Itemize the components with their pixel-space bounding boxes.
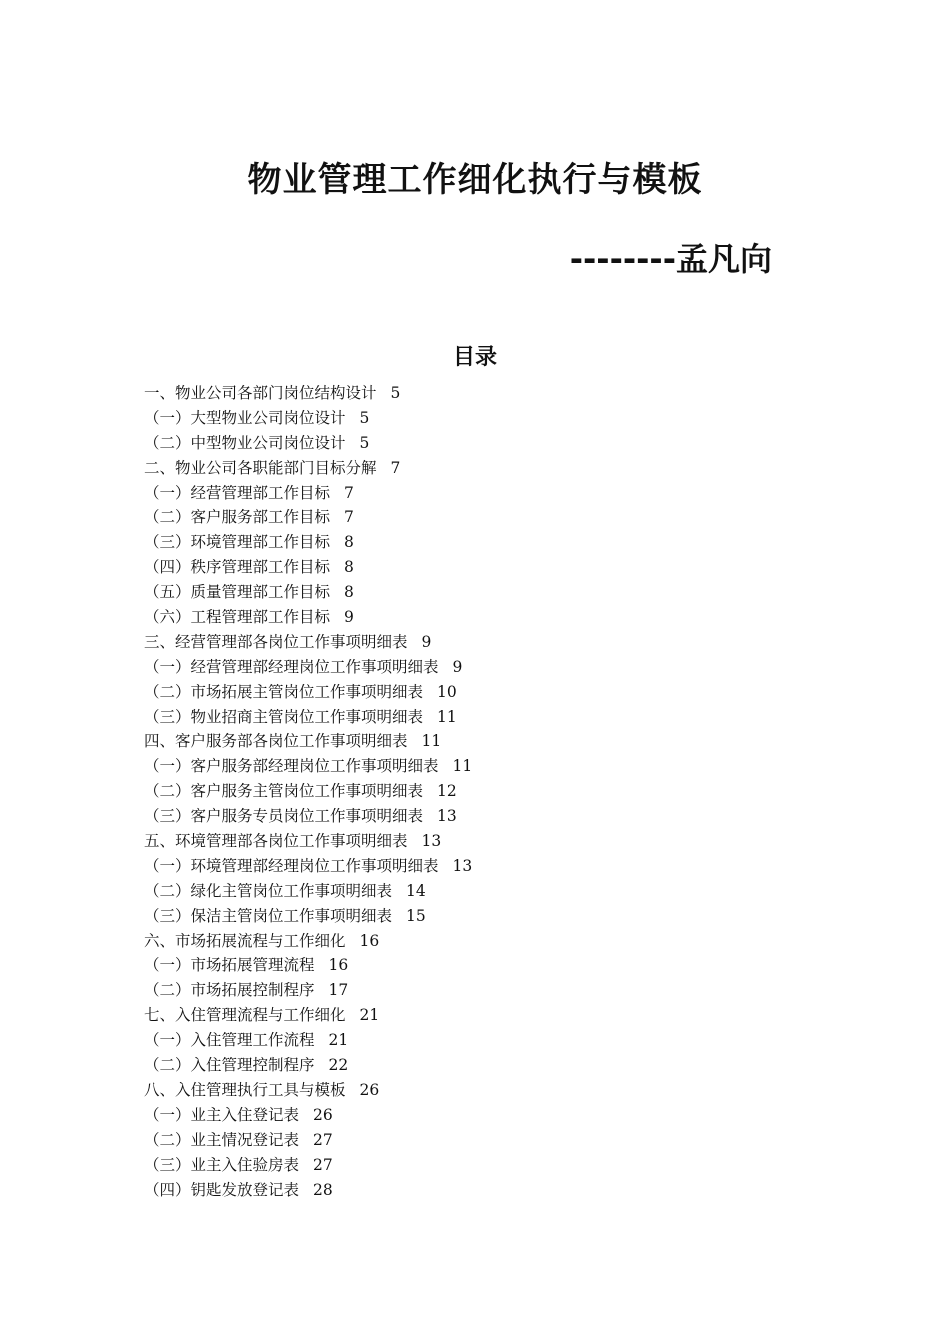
toc-entry-text: （二）客户服务主管岗位工作事项明细表 <box>144 782 424 801</box>
toc-entry-text: （二）入住管理控制程序 <box>144 1056 315 1075</box>
toc-entry-page: 8 <box>344 583 354 602</box>
toc-entry[interactable] <box>144 854 844 879</box>
toc-entry[interactable] <box>144 406 844 431</box>
toc-entry-text: （二）客户服务部工作目标 <box>144 508 331 527</box>
toc-entry[interactable] <box>144 1178 844 1203</box>
table-of-contents <box>144 381 844 1202</box>
toc-entry[interactable] <box>144 754 844 779</box>
toc-entry-text: 五、环境管理部各岗位工作事项明细表 <box>144 832 408 851</box>
toc-entry-page: 5 <box>359 433 370 452</box>
toc-entry-text: （六）工程管理部工作目标 <box>144 608 331 627</box>
toc-entry-page: 9 <box>452 657 463 676</box>
toc-entry-text: 三、经营管理部各岗位工作事项明细表 <box>144 632 408 651</box>
toc-entry-page: 11 <box>437 707 457 726</box>
toc-entry[interactable] <box>144 1053 844 1078</box>
toc-entry-text: （一）经营管理部工作目标 <box>144 483 331 502</box>
toc-entry-page: 13 <box>421 832 442 851</box>
toc-entry-page: 15 <box>406 906 426 925</box>
toc-entry-page: 5 <box>359 408 370 427</box>
toc-entry-page: 22 <box>328 1056 349 1075</box>
toc-entry[interactable] <box>144 1153 844 1178</box>
toc-entry-text: （三）客户服务专员岗位工作事项明细表 <box>144 807 424 826</box>
toc-entry-text: （一）业主入住登记表 <box>144 1105 300 1124</box>
toc-entry[interactable] <box>144 1128 844 1153</box>
toc-entry-page: 27 <box>313 1155 333 1174</box>
toc-entry-page: 9 <box>344 608 354 627</box>
toc-entry[interactable] <box>144 1028 844 1053</box>
toc-entry[interactable] <box>144 530 844 555</box>
toc-entry-text: （二）市场拓展控制程序 <box>144 981 315 1000</box>
toc-entry[interactable] <box>144 456 844 481</box>
toc-entry[interactable] <box>144 953 844 978</box>
toc-entry[interactable] <box>144 705 844 730</box>
toc-entry-text: 七、入住管理流程与工作细化 <box>144 1006 346 1025</box>
toc-entry-page: 27 <box>313 1130 333 1149</box>
toc-entry[interactable] <box>144 655 844 680</box>
toc-entry-page: 8 <box>344 558 354 577</box>
toc-entry-page: 13 <box>452 856 473 875</box>
toc-entry[interactable] <box>144 381 844 406</box>
toc-entry[interactable] <box>144 779 844 804</box>
toc-entry-text: （二）市场拓展主管岗位工作事项明细表 <box>144 682 424 701</box>
toc-entry[interactable] <box>144 680 844 705</box>
toc-entry-page: 26 <box>313 1105 333 1124</box>
toc-entry-page: 7 <box>390 458 401 477</box>
toc-entry-page: 16 <box>328 956 349 975</box>
toc-entry-text: （三）环境管理部工作目标 <box>144 533 331 552</box>
toc-entry-text: 八、入住管理执行工具与模板 <box>144 1080 346 1099</box>
toc-entry[interactable] <box>144 929 844 954</box>
toc-entry[interactable] <box>144 879 844 904</box>
toc-entry-page: 13 <box>437 807 457 826</box>
toc-entry[interactable] <box>144 829 844 854</box>
toc-entry-page: 16 <box>359 931 380 950</box>
author-line: --------孟凡向 <box>569 240 772 278</box>
toc-entry-page: 5 <box>390 384 401 402</box>
toc-entry-text: （一）客户服务部经理岗位工作事项明细表 <box>144 757 439 776</box>
toc-entry-text: （三）业主入住验房表 <box>144 1155 300 1174</box>
toc-entry-text: 四、客户服务部各岗位工作事项明细表 <box>144 732 408 751</box>
toc-entry-page: 7 <box>344 483 354 502</box>
toc-entry-text: （一）市场拓展管理流程 <box>144 956 315 975</box>
toc-entry-page: 21 <box>359 1006 380 1025</box>
toc-entry-page: 10 <box>437 682 457 701</box>
toc-entry[interactable] <box>144 978 844 1003</box>
toc-entry[interactable] <box>144 580 844 605</box>
toc-entry-text: （二）绿化主管岗位工作事项明细表 <box>144 881 393 900</box>
toc-entry-text: （一）大型物业公司岗位设计 <box>144 408 346 427</box>
toc-entry-text: 二、物业公司各职能部门目标分解 <box>144 458 377 477</box>
toc-entry-page: 21 <box>328 1031 349 1050</box>
toc-entry-page: 11 <box>452 757 473 776</box>
toc-entry-text: （一）环境管理部经理岗位工作事项明细表 <box>144 856 439 875</box>
toc-entry-text: （四）秩序管理部工作目标 <box>144 558 331 577</box>
toc-entry[interactable] <box>144 605 844 630</box>
toc-entry[interactable] <box>144 431 844 456</box>
toc-entry-page: 11 <box>421 732 442 751</box>
toc-entry-page: 26 <box>359 1080 380 1099</box>
toc-entry[interactable] <box>144 505 844 530</box>
toc-entry[interactable] <box>144 630 844 655</box>
toc-entry-text: （二）业主情况登记表 <box>144 1130 300 1149</box>
toc-entry-text: 一、物业公司各部门岗位结构设计 <box>144 384 377 402</box>
toc-entry[interactable] <box>144 1003 844 1028</box>
toc-entry[interactable] <box>144 729 844 754</box>
toc-entry-page: 14 <box>406 881 426 900</box>
toc-entry[interactable] <box>144 555 844 580</box>
toc-entry[interactable] <box>144 481 844 506</box>
toc-heading: 目录 <box>452 344 497 370</box>
toc-entry-page: 12 <box>437 782 457 801</box>
toc-entry-text: （三）保洁主管岗位工作事项明细表 <box>144 906 393 925</box>
toc-entry-text: 六、市场拓展流程与工作细化 <box>144 931 346 950</box>
toc-entry[interactable] <box>144 1103 844 1128</box>
toc-entry-page: 28 <box>313 1180 333 1199</box>
toc-entry-page: 7 <box>344 508 354 527</box>
toc-entry-page: 8 <box>344 533 354 552</box>
toc-entry-text: （四）钥匙发放登记表 <box>144 1180 300 1199</box>
toc-entry-text: （五）质量管理部工作目标 <box>144 583 331 602</box>
toc-entry[interactable] <box>144 904 844 929</box>
toc-entry[interactable] <box>144 804 844 829</box>
toc-entry-text: （三）物业招商主管岗位工作事项明细表 <box>144 707 424 726</box>
toc-entry-text: （一）入住管理工作流程 <box>144 1031 315 1050</box>
toc-entry-page: 9 <box>421 632 432 651</box>
toc-entry-page: 17 <box>328 981 349 1000</box>
toc-entry[interactable] <box>144 1078 844 1103</box>
toc-entry-text: （二）中型物业公司岗位设计 <box>144 433 346 452</box>
toc-entry-text: （一）经营管理部经理岗位工作事项明细表 <box>144 657 439 676</box>
document-title: 物业管理工作细化执行与模板 <box>247 160 703 200</box>
